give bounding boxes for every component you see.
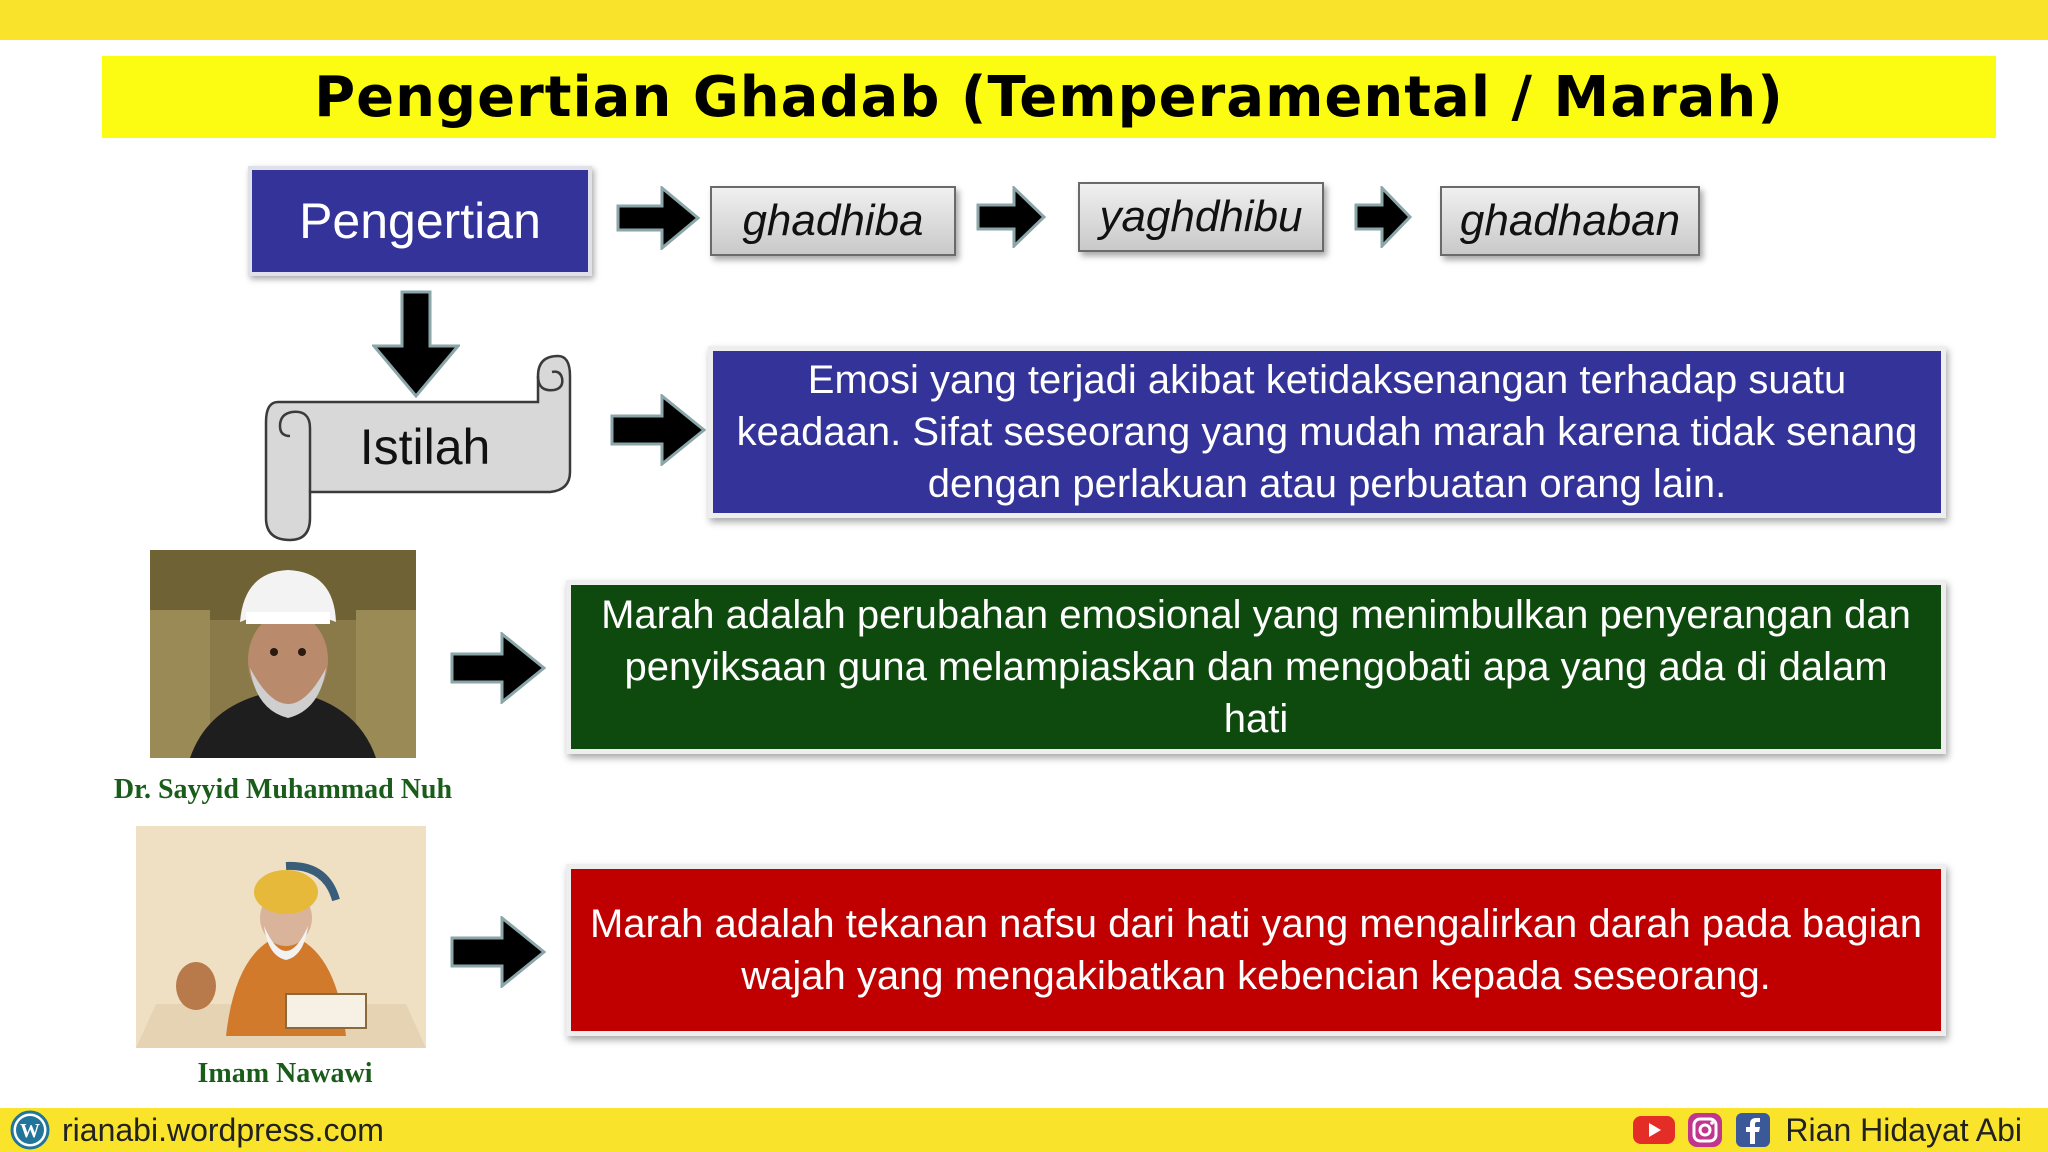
istilah-definition-box: Emosi yang terjadi akibat ketidaksenangan terhadap suatu keadaan. Sifat seseorang yang mudah marah karena tidak senang dengan perlakuan atau perbuatan orang lain. [708, 346, 1946, 518]
arrow-right-icon [976, 186, 1046, 248]
facebook-icon[interactable] [1733, 1110, 1773, 1150]
author-name: Rian Hidayat Abi [1785, 1111, 2022, 1148]
pengertian-label: Pengertian [299, 193, 541, 249]
footer-site [10, 1108, 384, 1152]
title-banner [102, 56, 1996, 138]
arrow-right-icon [1354, 186, 1412, 248]
scholar-photo-nuh [150, 550, 416, 758]
arrow-right-icon [610, 394, 706, 466]
instagram-icon[interactable] [1685, 1110, 1725, 1150]
site-url[interactable]: rianabi.wordpress.com [62, 1111, 384, 1148]
arrow-right-icon [616, 186, 700, 250]
scholar-quote-box-nuh: Marah adalah perubahan emosional yang menimbulkan penyerangan dan penyiksaan guna melampiaskan dan mengobati apa yang ada di dalam hati [566, 580, 1946, 754]
pengertian-box [248, 166, 592, 276]
etymology-box-1: ghadhiba [710, 186, 956, 256]
page-title: Pengertian Ghadab (Temperamental / Marah) [314, 64, 1784, 130]
svg-text:W: W [20, 1120, 40, 1142]
scholar-name-nawawi: Imam Nawawi [197, 1058, 373, 1089]
arrow-right-icon [450, 916, 546, 988]
scholar-quote-box-nawawi: Marah adalah tekanan nafsu dari hati yang mengalirkan darah pada bagian wajah yang mengakibatkan kebencian kepada seseorang. [566, 864, 1946, 1036]
scholar-photo-nawawi [136, 826, 426, 1048]
etymology-box-3: ghadhaban [1440, 186, 1700, 256]
scholar-name-nuh: Dr. Sayyid Muhammad Nuh [113, 774, 453, 805]
youtube-icon[interactable] [1631, 1110, 1677, 1150]
istilah-label: Istilah [359, 419, 491, 475]
wordpress-icon[interactable] [10, 1110, 50, 1150]
arrow-right-icon [450, 632, 546, 704]
etymology-box-2: yaghdhibu [1078, 182, 1324, 252]
footer-bar [0, 1108, 2048, 1152]
top-band [0, 0, 2048, 40]
footer-social [1631, 1108, 2022, 1152]
